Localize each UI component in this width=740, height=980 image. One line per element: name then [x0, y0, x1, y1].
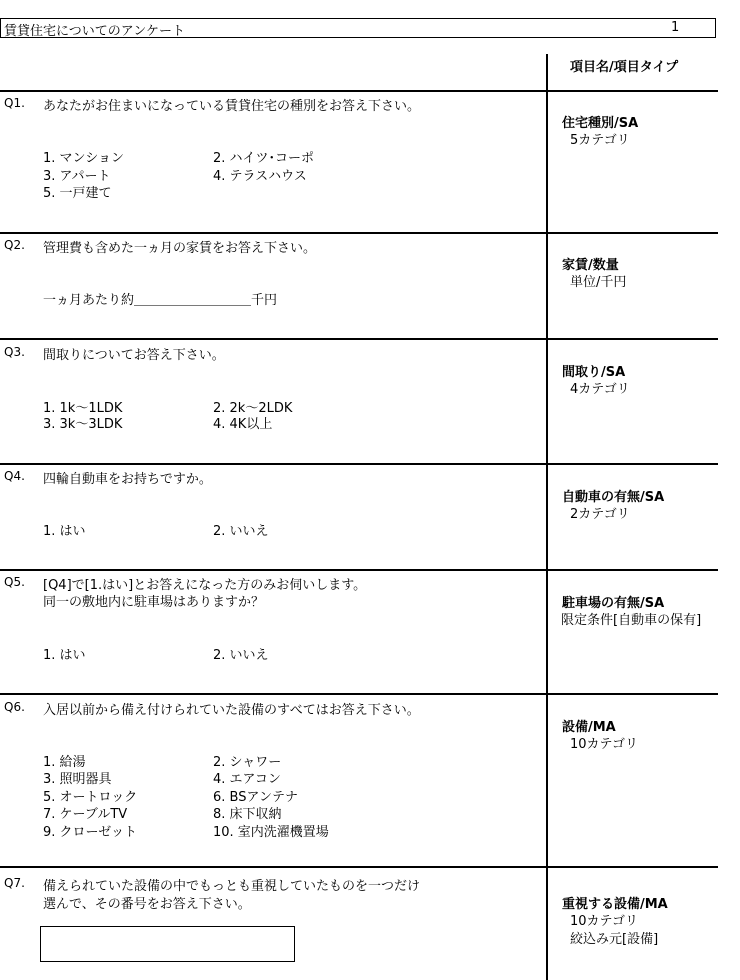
- option: 2. いいえ: [213, 524, 269, 539]
- question-number: Q6.: [4, 700, 25, 714]
- item-name: 自動車の有無/SA: [562, 490, 665, 505]
- item-filter-source: 絞込み元[設備]: [570, 932, 659, 947]
- row-divider: [0, 569, 718, 571]
- question-number: Q2.: [4, 238, 25, 252]
- item-type: 10カテゴリ: [570, 737, 639, 752]
- row-divider: [0, 866, 718, 868]
- item-name: 住宅種別/SA: [562, 116, 639, 131]
- option: 4. 4K以上: [213, 417, 273, 432]
- question-number: Q5.: [4, 575, 25, 589]
- option: 1. 給湯: [43, 755, 86, 770]
- option: 2. ハイツ･コーポ: [213, 151, 315, 166]
- row-divider: [0, 338, 718, 340]
- answer-blank-line: 一ヵ月あたり約＿＿＿＿＿＿＿＿＿千円: [43, 293, 278, 308]
- question-text: 四輪自動車をお持ちですか。: [43, 472, 212, 487]
- question-text: 選んで、その番号をお答え下さい。: [43, 897, 251, 912]
- option: 9. クローゼット: [43, 825, 138, 840]
- item-name: 重視する設備/MA: [562, 897, 668, 912]
- title-bar: [0, 18, 716, 38]
- option: 1. はい: [43, 648, 86, 663]
- option: 1. 1k～1LDK: [43, 401, 123, 416]
- option: 4. テラスハウス: [213, 169, 307, 184]
- option: 7. ケーブルTV: [43, 807, 128, 822]
- question-text: 入居以前から備え付けられていた設備のすべてはお答え下さい。: [43, 703, 420, 718]
- question-text: 管理費も含めた一ヵ月の家賃をお答え下さい。: [43, 241, 317, 256]
- item-column-header: 項目名/項目タイプ: [570, 60, 679, 75]
- item-type: 4カテゴリ: [570, 382, 630, 397]
- option: 3. 3k～3LDK: [43, 417, 123, 432]
- option: 2. 2k～2LDK: [213, 401, 293, 416]
- item-type: 限定条件[自動車の保有]: [561, 613, 702, 628]
- question-text: 同一の敷地内に駐車場はありますか？: [43, 595, 265, 610]
- option: 3. アパート: [43, 169, 111, 184]
- option: 10. 室内洗濯機置場: [213, 825, 329, 840]
- item-name: 間取り/SA: [562, 365, 626, 380]
- option: 5. 一戸建て: [43, 186, 112, 201]
- item-name: 家賃/数量: [562, 258, 619, 273]
- option: 2. シャワー: [213, 755, 282, 770]
- page-number: 1: [671, 20, 680, 35]
- item-name: 設備/MA: [562, 720, 616, 735]
- option: 6. BSアンテナ: [213, 790, 298, 805]
- column-divider: [546, 54, 548, 980]
- option: 1. マンション: [43, 151, 124, 166]
- option: 1. はい: [43, 524, 86, 539]
- item-name: 駐車場の有無/SA: [562, 596, 665, 611]
- item-type: 単位/千円: [570, 275, 627, 290]
- question-number: Q4.: [4, 469, 25, 483]
- question-number: Q3.: [4, 345, 25, 359]
- item-type: 10カテゴリ: [570, 914, 639, 929]
- row-divider: [0, 463, 718, 465]
- question-text: 間取りについてお答え下さい。: [43, 348, 225, 363]
- option: 8. 床下収納: [213, 807, 282, 822]
- item-type: 2カテゴリ: [570, 507, 630, 522]
- row-divider: [0, 693, 718, 695]
- question-text: 備えられていた設備の中でもっとも重視していたものを一つだけ: [43, 879, 421, 894]
- option: 2. いいえ: [213, 648, 269, 663]
- header-divider: [0, 90, 718, 92]
- question-text: あなたがお住まいになっている賃貸住宅の種別をお答え下さい。: [43, 99, 421, 114]
- option: 4. エアコン: [213, 772, 281, 787]
- answer-input-box[interactable]: [40, 926, 295, 962]
- option: 5. オートロック: [43, 790, 138, 805]
- question-number: Q1.: [4, 96, 25, 110]
- question-number: Q7.: [4, 876, 25, 890]
- option: 3. 照明器具: [43, 772, 112, 787]
- document-title: 賃貸住宅についてのアンケート: [4, 24, 185, 39]
- question-text: [Q4]で[1.はい]とお答えになった方のみお伺いします。: [43, 578, 367, 593]
- item-type: 5カテゴリ: [570, 133, 630, 148]
- row-divider: [0, 232, 718, 234]
